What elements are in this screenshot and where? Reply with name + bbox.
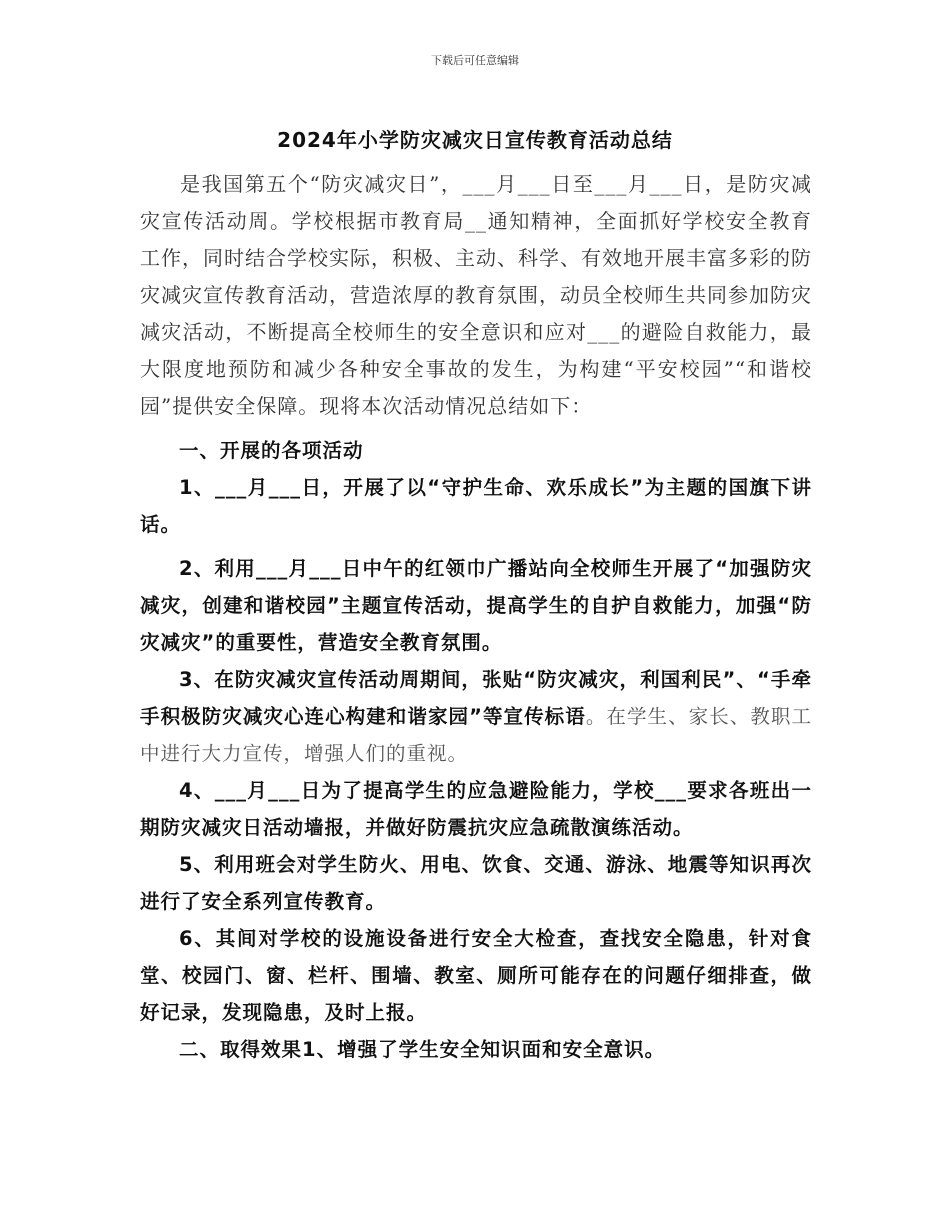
activity-item-3 bbox=[140, 661, 812, 772]
activity-item-1: 1、___月___日，开展了以“守护生命、欢乐成长”为主题的国旗下讲话。 bbox=[140, 476, 812, 536]
document-title: 2024年小学防灾减灾日宣传教育活动总结 bbox=[277, 128, 673, 152]
document-body bbox=[140, 166, 812, 1068]
activity-item-4: 4、___月___日为了提高学生的应急避险能力，学校___要求各班出一期防灾减灾日活动墙报，并做好防震抗灾应急疏散演练活动。 bbox=[140, 779, 812, 839]
activity-item-2: 2、利用___月___日中午的红领巾广播站向全校师生开展了“加强防灾减灾，创建和谐校园”主题宣传活动，提高学生的自护自救能力，加强“防灾减灾”的重要性，营造安全教育氛围。 bbox=[140, 557, 812, 654]
activity-item-3-slogans: 3、在防灾减灾宣传活动周期间，张贴“防灾减灾，利国利民”、“手牵手积极防灾减灾心连心构建和谐家园”等宣传标语 bbox=[140, 668, 812, 728]
activity-item-3-note: 。在学生、家长、教职工中进行大力宣传，增强人们的重视。 bbox=[140, 705, 812, 765]
activity-item-6: 6、其间对学校的设施设备进行安全大检查，查找安全隐患，针对食堂、校园门、窗、栏杆、围墙、教室、厕所可能存在的问题仔细排查，做好记录，发现隐患，及时上报。 bbox=[140, 927, 812, 1024]
page-header-note: 下载后可任意编辑 bbox=[431, 54, 519, 67]
section-heading-results: 二、取得效果1、增强了学生安全知识面和安全意识。 bbox=[179, 1038, 666, 1061]
activity-item-5: 5、利用班会对学生防火、用电、饮食、交通、游泳、地震等知识再次进行了安全系列宣传教育。 bbox=[140, 853, 812, 913]
section-heading-activities: 一、开展的各项活动 bbox=[179, 439, 364, 462]
intro-paragraph: 是我国第五个“防灾减灾日”，___月___日至___月___日，是防灾减灾宣传活动周。学校根据市教育局__通知精神，全面抓好学校安全教育工作，同时结合学校实际，积极、主动、科学、有效地开展丰富多彩的防灾减灾宣传教育活动，营造浓厚的教育氛围，动员全校师生共同参加防灾减灾活动，不断提高全校师生的安全意识和应对___的避险自救能力，最大限度地预防和减少各种安全事故的发生，为构建“平安校园”“和谐校园”提供安全保障。现将本次活动情况总结如下： bbox=[140, 172, 812, 418]
